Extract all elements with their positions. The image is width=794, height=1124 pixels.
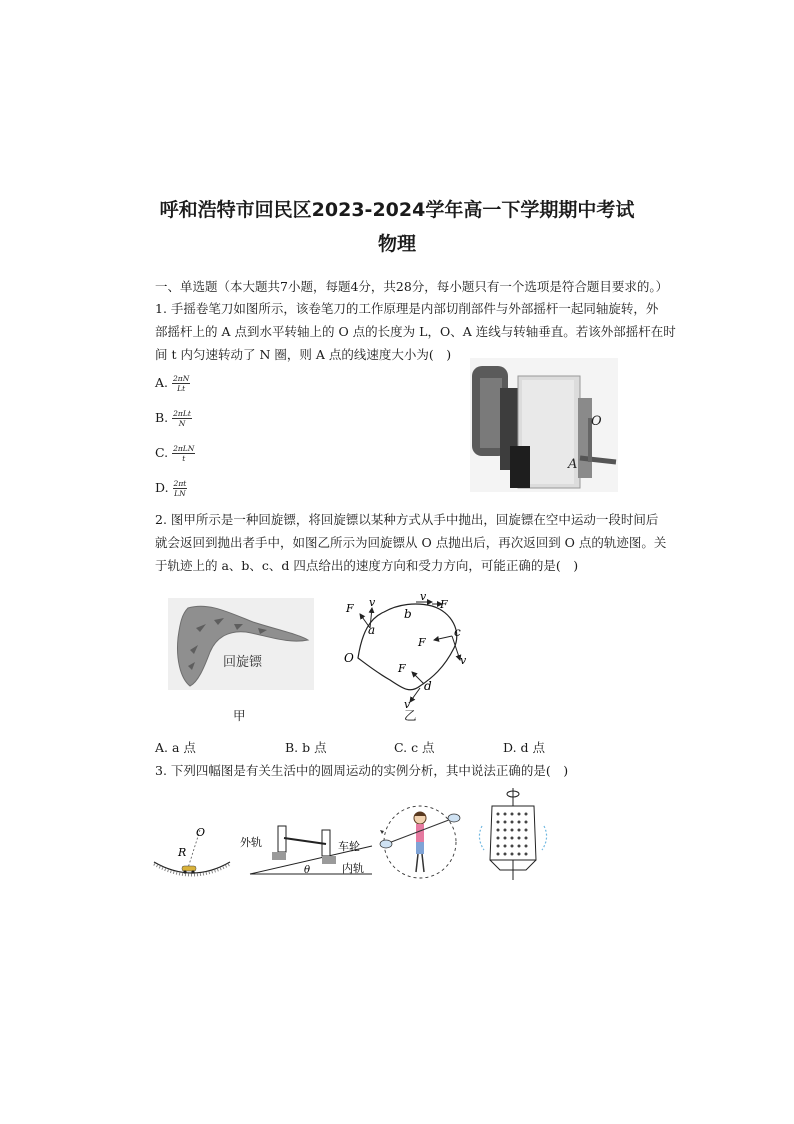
force-label-d: F [398,662,406,675]
force-label-c: F [418,636,426,649]
label-wheel: 车轮 [338,840,360,853]
label-inner-rail: 内轨 [342,862,364,875]
section-heading: 一、单选题（本大题共7小题，每题4分，共28分，每小题只有一个选项是符合题目要求的。） [155,279,669,294]
boomerang-photo [168,598,314,690]
q2-line2: 就会返回到抛出者手中，如图乙所示为回旋镖从 O 点抛出后，再次返回到 O 点的轨迹图。关 [155,535,667,550]
label-b: b [404,607,412,621]
force-label-a: F [346,602,354,615]
q2-option-a[interactable]: A. a 点 [155,740,196,755]
q1-option-d[interactable]: D. $\frac{2\pi t}{LN}$ [155,479,187,498]
label-a: a [368,623,376,637]
velocity-label-a: v [369,596,376,609]
force-label-b: F [440,598,448,611]
subject-title: 物理 [377,233,416,255]
label-o: O [591,414,602,429]
label-a: A [568,457,578,472]
q1-line1: 1. 手摇卷笔刀如图所示，该卷笔刀的工作原理是内部切削部件与外部摇杆一起同轴旋转，外 [155,301,659,316]
label-O: O [344,651,354,665]
caption-jia: 甲 [233,708,246,723]
q1-option-c[interactable]: C. $\frac{\text{2πLN}}{t}$ [155,444,195,463]
girl-swinging-icon [376,804,464,884]
rail-track-icon [238,816,378,878]
washing-drum-icon [478,786,548,882]
caption-yi: 乙 [404,708,417,723]
velocity-label-c: v [460,654,467,667]
q3-line1: 3. 下列四幅图是有关生活中的圆周运动的实例分析，其中说法正确的是( ) [155,763,569,778]
q2-option-d[interactable]: D. d 点 [503,740,545,755]
q1-line2: 部摇杆上的 A 点到水平转轴上的 O 点的长度为 L，O、A 连线与转轴垂直。若该外部摇杆在时 [155,324,676,339]
label-outer-rail: 外轨 [240,836,262,849]
page-title: 呼和浩特市回民区2023-2024学年高一下学期期中考试 [159,199,635,221]
q1-line3: 间 t 内匀速转动了 N 圈，则 A 点的线速度大小为( ) [155,347,452,362]
fraction: $\frac{\text{2πLN}}{t}$ [173,444,195,463]
label-r: R [178,846,187,859]
fraction: $\frac{2\pi t}{LN}$ [173,479,187,498]
q2-line3: 于轨迹上的 a、b、c、d 四点给出的速度方向和受力方向，可能正确的是( ) [155,558,579,573]
boomerang-label: 回旋镖 [223,655,263,670]
q1-option-a[interactable]: A. $\frac{2\pi N}{Lt}$ [155,374,190,393]
label-c: c [454,625,461,639]
pencil-sharpener-photo [470,358,618,492]
label-d: d [424,679,432,693]
label-o: O [196,826,206,839]
q1-option-b[interactable]: B. $\frac{\text{2πLt}}{N}$ [155,409,191,428]
q2-line1: 2. 图甲所示是一种回旋镖，将回旋镖以某种方式从手中抛出，回旋镖在空中运动一段时间后 [155,512,659,527]
label-theta: θ [304,865,311,876]
fraction: $\frac{\text{2πLt}}{N}$ [173,409,191,428]
velocity-label-b: v [420,590,427,603]
velocity-label-d: v [404,698,411,711]
car-on-arch-icon [152,822,232,878]
q2-option-c[interactable]: C. c 点 [394,740,435,755]
q2-option-b[interactable]: B. b 点 [285,740,327,755]
fraction: $\frac{2\pi N}{Lt}$ [173,374,190,393]
